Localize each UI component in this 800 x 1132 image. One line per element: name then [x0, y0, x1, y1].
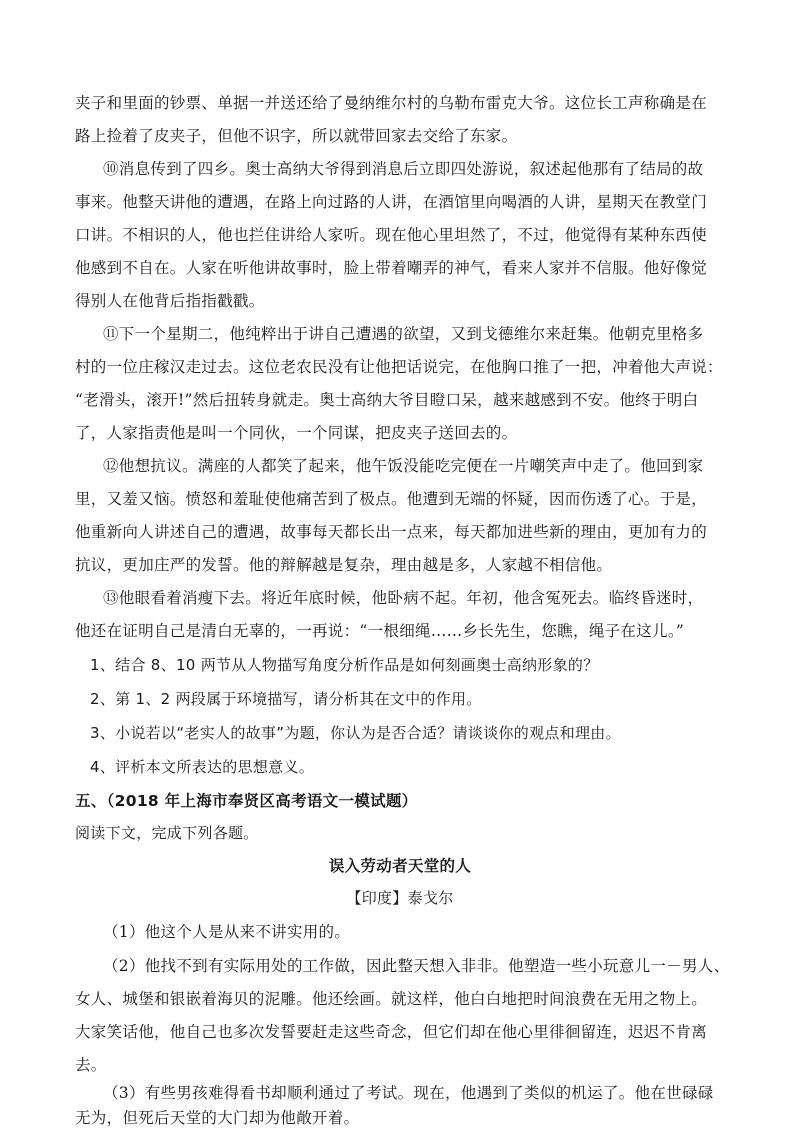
paragraph-12-line: 他重新向人讲述自己的遭遇，故事每天都长出一点来，每天都加进些新的理由，更加有力的: [75, 523, 708, 541]
story-author: 【印度】泰戈尔: [346, 889, 454, 907]
paragraph-13-line: 他还在证明自己是清白无辜的，一再说：“一根细绳……乡长先生，您瞧，绳子在这儿。”: [75, 622, 685, 640]
paragraph-12-line: ⑫他想抗议。满座的人都笑了起来，他午饭没能吃完便在一片嘲笑声中走了。他回到家: [103, 457, 704, 475]
story-title: 误入劳动者天堂的人: [328, 857, 472, 875]
paragraph-13-line: ⑬他眼看着消瘦下去。将近年底时候，他卧病不起。年初，他含冤死去。临终昏迷时，: [103, 589, 704, 607]
question-2: 2、第 1、2 两段属于环境描写，请分析其在文中的作用。: [90, 690, 482, 708]
text-line: 夹子和里面的钞票、单据一并送还给了曼纳维尔村的乌勒布雷克大爷。这位长工声称确是在: [75, 94, 708, 112]
story-paragraph-3-line: （3）有些男孩难得看书却顺利通过了考试。现在，他遇到了类似的机运了。他在世碌碌: [103, 1084, 714, 1102]
question-4: 4、评析本文所表达的思想意义。: [90, 758, 315, 776]
paragraph-11-line: “老滑头，滚开!”然后扭转身就走。奥士高纳大爷目瞪口呆，越来越感到不安。他终于明白: [75, 391, 699, 409]
text-line: 路上捡着了皮夹子，但他不识字，所以就带回家去交给了东家。: [75, 127, 518, 145]
paragraph-11-line: 村的一位庄稼汉走过去。这位老农民没有让他把话说完，在他胸口推了一把，冲着他大声说：: [75, 358, 723, 376]
story-paragraph-2-line: 大家笑话他，他自己也多次发誓要赶走这些奇念，但它们却在他心里徘徊留连，迟迟不肯离: [75, 1023, 708, 1041]
section-instruction: 阅读下文，完成下列各题。: [75, 824, 259, 842]
paragraph-11-line: 了，人家指责他是叫一个同伙，一个同谋，把皮夹子送回去的。: [75, 424, 518, 442]
story-paragraph-3-line: 无为，但死后天堂的大门却为他敞开着。: [75, 1109, 360, 1127]
paragraph-10-line: 事来。他整天讲他的遭遇，在路上向过路的人讲，在酒馆里向喝酒的人讲，星期天在教堂门: [75, 193, 708, 211]
question-1: 1、结合 8、10 两节从人物描写角度分析作品是如何刻画奥士高纳形象的？: [90, 656, 599, 674]
paragraph-10-line: 得别人在他背后指指戳戳。: [75, 292, 265, 310]
paragraph-12-line: 抗议，更加庄严的发誓。他的辩解越是复杂，理由越是多，人家越不相信他。: [75, 556, 613, 574]
story-paragraph-2-line: 去。: [75, 1056, 107, 1074]
section-heading: 五、（2018 年上海市奉贤区高考语文一模试题）: [75, 792, 418, 810]
paragraph-10-line: 口讲。不相识的人，他也拦住讲给人家听。现在他心里坦然了，不过，他觉得有某种东西使: [75, 226, 708, 244]
paragraph-10-line: ⑩消息传到了四乡。奥士高纳大爷得到消息后立即四处游说，叙述起他那有了结局的故: [103, 160, 704, 178]
paragraph-12-line: 里，又羞又恼。愤怒和羞耻使他痛苦到了极点。他遭到无端的怀疑，因而伤透了心。于是，: [75, 490, 708, 508]
question-3: 3、小说若以“老实人的故事”为题，你认为是否合适？请谈谈你的观点和理由。: [90, 724, 621, 742]
story-paragraph-2-line: （2）他找不到有实际用处的工作做，因此整天想入非非。他塑造一些小玩意儿一－男人、: [103, 957, 730, 975]
story-paragraph-2-line: 女人、城堡和银嵌着海贝的泥雕。他还绘画。就这样，他白白地把时间浪费在无用之物上。: [75, 990, 708, 1008]
story-paragraph-1: （1）他这个人是从来不讲实用的。: [103, 923, 351, 941]
paragraph-11-line: ⑪下一个星期二，他纯粹出于讲自己遭遇的欲望，又到戈德维尔来赶集。他朝克里格多: [103, 325, 704, 343]
paragraph-10-line: 他感到不自在。人家在听他讲故事时，脸上带着嘲弄的神气，看来人家并不信服。他好像觉: [75, 259, 708, 277]
